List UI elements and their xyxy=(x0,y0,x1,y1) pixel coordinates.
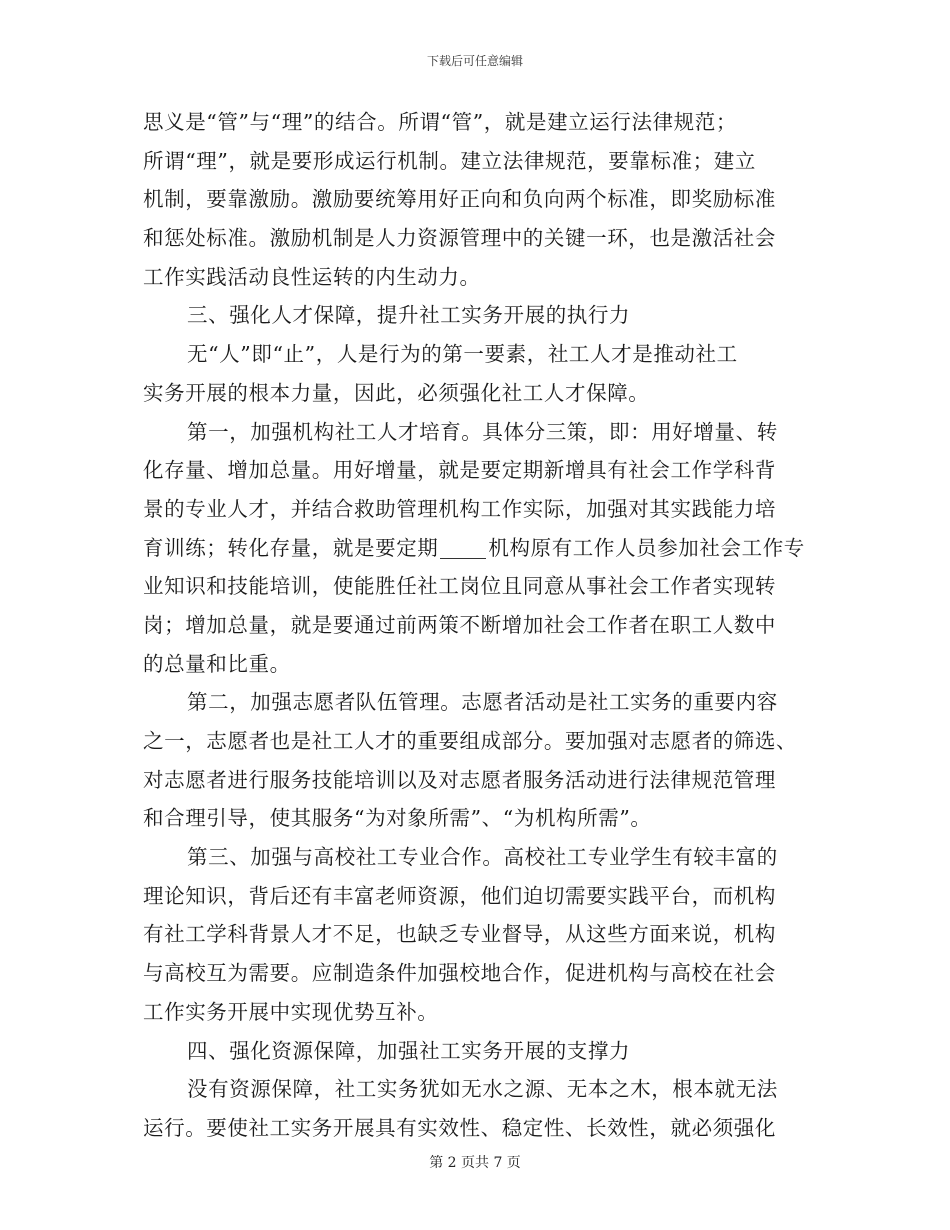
text-line: 思义是“管”与“理”的结合。所谓“管”，就是建立运行法律规范； xyxy=(143,110,737,134)
paragraph-first-line: 没有资源保障，社工实务犹如无水之源、无本之木，根本就无法 xyxy=(187,1077,778,1102)
paragraph-first-line: 第二，加强志愿者队伍管理。志愿者活动是社工实务的重要内容 xyxy=(187,690,778,715)
text-line: 景的专业人才，并结合救助管理机构工作实际，加强对其实践能力培 xyxy=(143,496,776,521)
section-heading: 三、强化人才保障，提升社工实务开展的执行力 xyxy=(187,303,631,328)
text-line: 对志愿者进行服务技能培训以及对志愿者服务活动进行法律规范管理 xyxy=(143,767,776,792)
text-line: 工作实践活动良性运转的内生动力。 xyxy=(143,264,481,289)
text-line: 有社工学科背景人才不足，也缺乏专业督导，从这些方面来说，机构 xyxy=(143,922,776,947)
fill-in-blank xyxy=(440,540,486,559)
text-line: 育训练；转化存量，就是要定期 机构原有工作人员参加社会工作专 xyxy=(143,535,805,560)
text-line: 实务开展的根本力量，因此，必须强化社工人才保障。 xyxy=(143,380,650,405)
text-line: 化存量、增加总量。用好增量，就是要定期新增具有社会工作学科背 xyxy=(143,458,776,483)
text-line: 的总量和比重。 xyxy=(143,651,291,676)
text-line: 所谓“理”，就是要形成运行机制。建立法律规范，要靠标准；建立 xyxy=(143,148,756,173)
text-line: 业知识和技能培训，使能胜任社工岗位且同意从事社会工作者实现转 xyxy=(143,574,776,599)
text-line: 之一，志愿者也是社工人才的重要组成部分。要加强对志愿者的筛选、 xyxy=(143,729,798,753)
text-line: 和惩处标准。激励机制是人力资源管理中的关键一环，也是激活社会 xyxy=(143,226,776,251)
document-body xyxy=(143,103,803,1148)
paragraph-first-line: 第三、加强与高校社工专业合作。高校社工专业学生有较丰富的 xyxy=(187,845,778,870)
text-line: 工作实务开展中实现优势互补。 xyxy=(143,999,439,1024)
text-line: 理论知识，背后还有丰富老师资源，他们迫切需要实践平台，而机构 xyxy=(143,883,776,908)
paragraph-first-line: 第一，加强机构社工人才培育。具体分三策，即：用好增量、转 xyxy=(187,419,778,444)
page-footer: 第 2 页共 7 页 xyxy=(429,1155,521,1171)
text-line: 与高校互为需要。应制造条件加强校地合作，促进机构与高校在社会 xyxy=(143,961,776,986)
page-header: 下载后可任意编辑 xyxy=(426,54,523,68)
section-heading: 四、强化资源保障，加强社工实务开展的支撑力 xyxy=(187,1038,631,1063)
text-line: 机制，要靠激励。激励要统筹用好正向和负向两个标准，即奖励标准 xyxy=(143,187,776,212)
text-line: 运行。要使社工实务开展具有实效性、稳定性、长效性，就必须强化 xyxy=(143,1115,776,1140)
text-line: 岗；增加总量，就是要通过前两策不断增加社会工作者在职工人数中 xyxy=(143,612,776,637)
paragraph-first-line: 无“人”即“止”，人是行为的第一要素，社工人才是推动社工 xyxy=(187,342,738,367)
text-line: 和合理引导，使其服务“为对象所需”、“为机构所需”。 xyxy=(143,806,652,831)
